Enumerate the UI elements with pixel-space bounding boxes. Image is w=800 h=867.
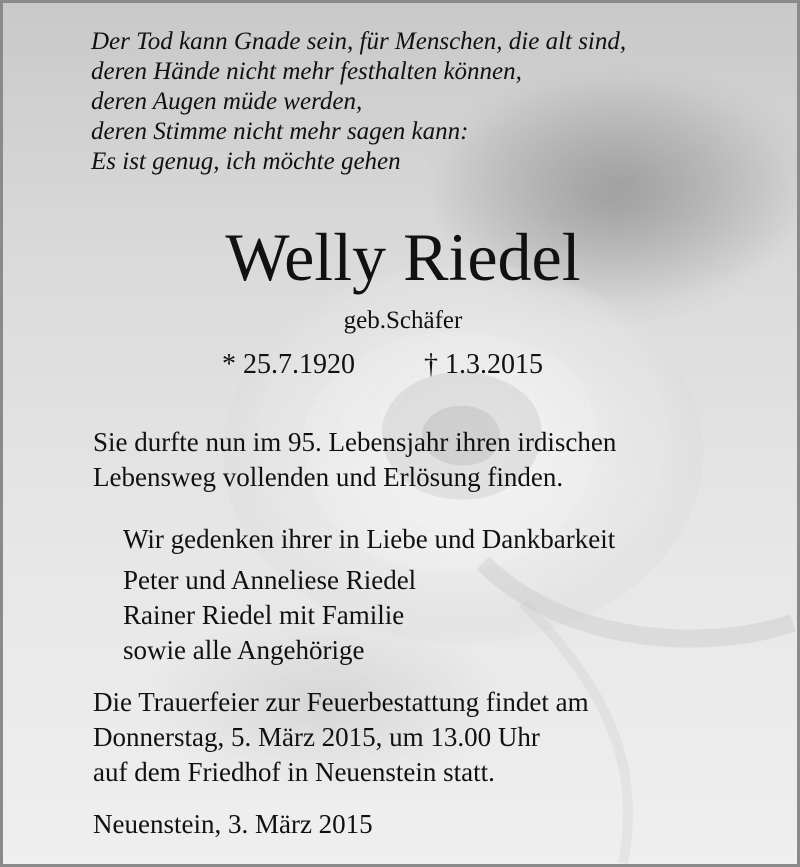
poem-line: deren Augen müde werden, (91, 88, 363, 115)
funeral-line: Donnerstag, 5. März 2015, um 13.00 Uhr (93, 722, 540, 752)
mourners-line: Wir gedenken ihrer in Liebe und Dankbarkeit (123, 524, 616, 554)
deceased-name: Welly Riedel (225, 219, 581, 295)
birth-name: geb.Schäfer (343, 307, 463, 334)
place-date: Neuenstein, 3. März 2015 (93, 809, 373, 839)
poem-line: Der Tod kann Gnade sein, für Menschen, die alt sind, (91, 28, 627, 55)
mourners-line: sowie alle Angehörige (123, 635, 365, 665)
poem (91, 27, 626, 177)
death-date: † 1.3.2015 (424, 349, 543, 380)
poem-line: deren Hände nicht mehr festhalten können, (91, 58, 522, 85)
message-line: Lebensweg vollenden und Erlösung finden. (93, 462, 564, 492)
mourners-line: Rainer Riedel mit Familie (123, 600, 405, 630)
funeral-paragraph (93, 685, 589, 790)
funeral-line: Die Trauerfeier zur Feuerbestattung findet am (93, 687, 589, 717)
poem-line: deren Stimme nicht mehr sagen kann: (91, 118, 469, 145)
message-paragraph (93, 425, 616, 495)
poem-line: Es ist genug, ich möchte gehen (91, 148, 401, 175)
mourners-paragraph (123, 522, 615, 668)
birth-date: * 25.7.1920 (222, 349, 355, 380)
notice-content (3, 3, 800, 867)
mourners-line: Peter und Anneliese Riedel (123, 565, 417, 595)
message-line: Sie durfte nun im 95. Lebensjahr ihren irdischen (93, 427, 617, 457)
funeral-line: auf dem Friedhof in Neuenstein statt. (93, 757, 495, 787)
